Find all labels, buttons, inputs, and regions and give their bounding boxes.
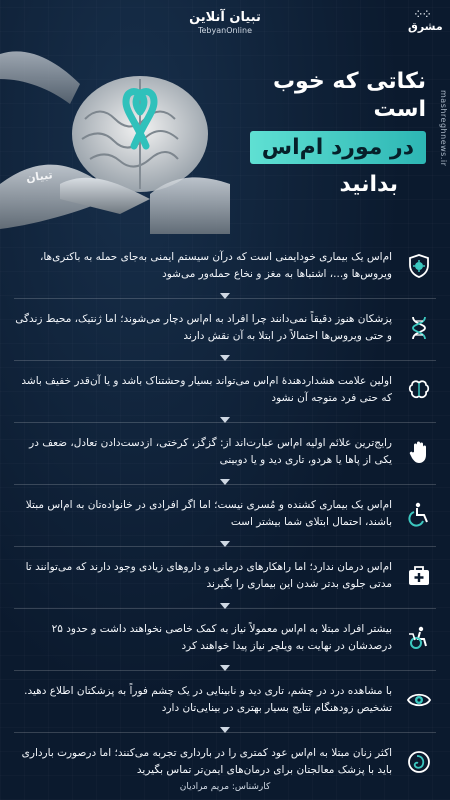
tebyan-logo-en: TebyanOnline — [197, 26, 253, 35]
tebyan-logo-fa: تبیان آنلاین — [189, 10, 261, 25]
title-line-2: در مورد ام‌اس — [250, 131, 426, 164]
fact-item — [14, 238, 436, 294]
separator — [14, 608, 436, 609]
fact-item — [14, 300, 436, 356]
hands-brain-illustration — [0, 34, 230, 234]
arrow-down-icon — [220, 417, 230, 423]
title-line-3: بدانید — [339, 172, 398, 197]
fact-item — [14, 362, 436, 418]
mashregh-dots-icon: ⁘⁘ — [414, 10, 432, 20]
eye-icon — [402, 683, 436, 717]
arrow-down-icon — [220, 293, 230, 299]
title-block — [226, 68, 426, 197]
mashregh-logo-text: مشرق — [408, 20, 443, 33]
arrow-down-icon — [220, 665, 230, 671]
separator — [14, 732, 436, 733]
arrow-down-icon — [220, 727, 230, 733]
hand-icon — [402, 435, 436, 469]
shield-virus-icon — [402, 249, 436, 283]
fact-text: اکثر زنان مبتلا به ام‌اس عود کمتری را در بارداری تجربه می‌کنند؛ اما درصورت بارداری باید با پزشک معالجتان برای درمان‌های ایمن‌تر تماس بگیرید — [21, 746, 392, 776]
fact-text: ام‌اس یک بیماری خودایمنی است که درآن سیستم ایمنی به‌جای حمله به باکتری‌ها، ویروس‌ها و...، اشتباها به مغز و نخاع حمله‌ور می‌شود — [39, 250, 392, 280]
fact-item — [14, 548, 436, 604]
fact-text: پزشکان هنوز دقیقاً نمی‌دانند چرا افراد به ام‌اس دچار می‌شوند؛ اما ژنتیک، محیط زندگی و حتی ویروس‌ها احتمالاً در ابتلا به آن نقش دارند — [15, 312, 392, 342]
arrow-down-icon — [220, 479, 230, 485]
mashregh-logo — [408, 10, 443, 33]
separator — [14, 360, 436, 361]
tebyan-watermark: تبیان — [25, 168, 54, 185]
wheelchair-icon — [402, 497, 436, 531]
wheelchair-person-icon — [402, 621, 436, 655]
facts-list — [14, 238, 436, 796]
separator — [14, 484, 436, 485]
arrow-down-icon — [220, 541, 230, 547]
fact-item — [14, 672, 436, 728]
fact-text: اولین علامت هشداردهندهٔ ام‌اس می‌تواند بسیار وحشتناک باشد و یا آن‌قدر خفیف باشد که حتی فرد متوجه آن نشود — [21, 374, 392, 404]
fact-text: ام‌اس یک بیماری کشنده و مُسری نیست؛ اما اگر افرادی در خانواده‌تان به ام‌اس مبتلا باشند، احتمال ابتلای شما بیشتر است — [25, 498, 392, 528]
fact-item — [14, 424, 436, 480]
separator — [14, 298, 436, 299]
side-url: mashreghnews.ir — [439, 90, 448, 167]
fact-text: رایج‌ترین علائم اولیه ام‌اس عبارت‌اند از: گزگز، کرختی، ازدست‌دادن تعادل، ضعف در یکی از پاها یا هردو، تاری دید و یا دوبینی — [29, 436, 392, 466]
fact-text: بیشتر افراد مبتلا به ام‌اس معمولاً نیاز به کمک خاصی نخواهند داشت و حدود ۲۵ درصدشان در نهایت به ویلچر نیاز پیدا خواهند کرد — [51, 622, 392, 652]
fact-item — [14, 486, 436, 542]
fact-item — [14, 610, 436, 666]
arrow-down-icon — [220, 603, 230, 609]
separator — [14, 670, 436, 671]
fact-text: ام‌اس درمان ندارد؛ اما راهکارهای درمانی و داروهای زیادی وجود دارند که می‌توانند تا مدتی جلوی بدتر شدن این بیماری را بگیرند — [25, 560, 392, 590]
arrow-down-icon — [220, 355, 230, 361]
dna-icon — [402, 311, 436, 345]
fact-text: با مشاهده درد در چشم، تاری دید و نابینایی در یک چشم فوراً به پزشکتان اطلاع دهید. تشخیص زودهنگام نتایج بسیار بهتری در بینایی‌تان دارد — [24, 684, 392, 714]
tebyan-logo — [0, 10, 450, 35]
separator — [14, 422, 436, 423]
medical-kit-icon — [402, 559, 436, 593]
pregnancy-icon — [402, 745, 436, 779]
title-line-1: نکاتی که خوب است — [272, 69, 426, 122]
brain-icon — [402, 373, 436, 407]
separator — [14, 546, 436, 547]
credit: کارشناس: مریم مرادیان — [179, 782, 271, 792]
